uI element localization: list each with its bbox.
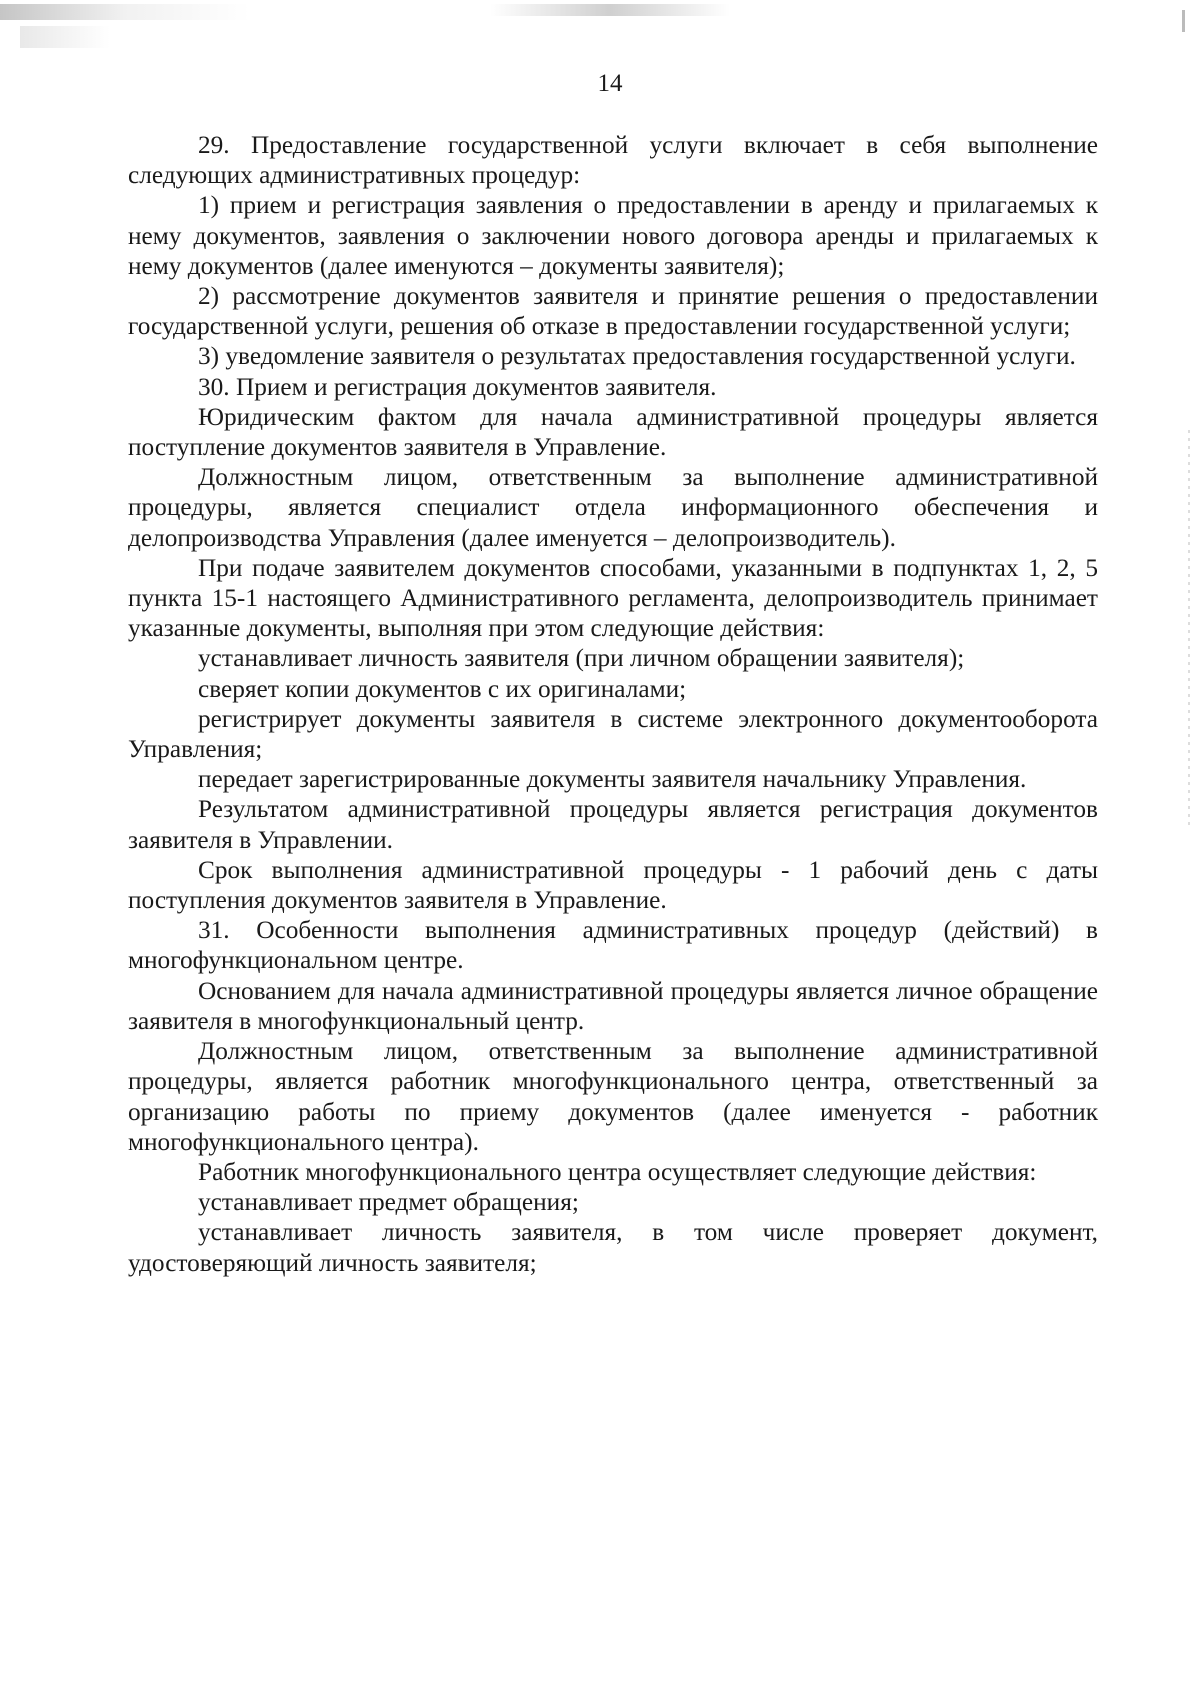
paragraph: Срок выполнения административной процедуры - 1 рабочий день с даты поступления документов заявителя в Управление. xyxy=(128,855,1098,915)
list-item: устанавливает личность заявителя (при личном обращении заявителя); xyxy=(198,644,965,673)
page-number: 14 xyxy=(597,70,623,97)
list-item: передает зарегистрированные документы заявителя начальнику Управления. xyxy=(198,765,1027,794)
paragraph: 29. Предоставление государственной услуги включает в себя выполнение следующих административных процедур: xyxy=(128,131,1098,190)
paragraph: При подаче заявителем документов способами, указанными в подпунктах 1, 2, 5 пункта 15-1 настоящего Административного регламента, делопроизводитель принимает указанные документы, выполняя при этом следующие действия: xyxy=(128,553,1098,643)
scan-artifact xyxy=(20,26,110,48)
paragraph: Должностным лицом, ответственным за выполнение административной процедуры, является работник многофункционального центра, ответственный за организацию работы по приему документов (далее именуется - работник многофункционального центра). xyxy=(128,1037,1098,1156)
document-body xyxy=(128,130,1098,1278)
scan-artifact xyxy=(490,4,730,16)
paragraph: Результатом административной процедуры является регистрация документов заявителя в Управлении. xyxy=(128,795,1098,854)
scan-artifact xyxy=(1188,430,1190,830)
paragraph: Основанием для начала административной процедуры является личное обращение заявителя в многофункциональный центр. xyxy=(128,976,1098,1035)
paragraph: 31. Особенности выполнения административных процедур (действий) в многофункциональном центре. xyxy=(128,916,1098,975)
scan-artifact xyxy=(1182,10,1185,32)
list-item: 1) прием и регистрация заявления о предоставлении в аренду и прилагаемых к нему документов, заявления о заключении нового договора аренды и прилагаемых к нему документов (далее именуются – документы заявителя); xyxy=(128,191,1098,280)
paragraph: Должностным лицом, ответственным за выполнение административной процедуры, является специалист отдела информационного обеспечения и делопроизводства Управления (далее именуется – делопроизводитель). xyxy=(128,463,1098,552)
list-item: 3) уведомление заявителя о результатах предоставления государственной услуги. xyxy=(198,342,1076,371)
list-item: устанавливает личность заявителя, в том числе проверяет документ, удостоверяющий личность заявителя; xyxy=(128,1218,1098,1277)
scan-artifact xyxy=(0,4,250,20)
paragraph: Работник многофункционального центра осуществляет следующие действия: xyxy=(198,1157,1037,1186)
list-item: регистрирует документы заявителя в системе электронного документооборота Управления; xyxy=(128,704,1098,764)
paragraph: 30. Прием и регистрация документов заявителя. xyxy=(198,372,717,401)
list-item: сверяет копии документов с их оригиналами; xyxy=(198,674,687,703)
list-item: 2) рассмотрение документов заявителя и принятие решения о предоставлении государственной услуги, решения об отказе в предоставлении государственной услуги; xyxy=(128,282,1098,341)
paragraph: Юридическим фактом для начала административной процедуры является поступление документов заявителя в Управление. xyxy=(128,402,1098,462)
list-item: устанавливает предмет обращения; xyxy=(198,1188,579,1217)
